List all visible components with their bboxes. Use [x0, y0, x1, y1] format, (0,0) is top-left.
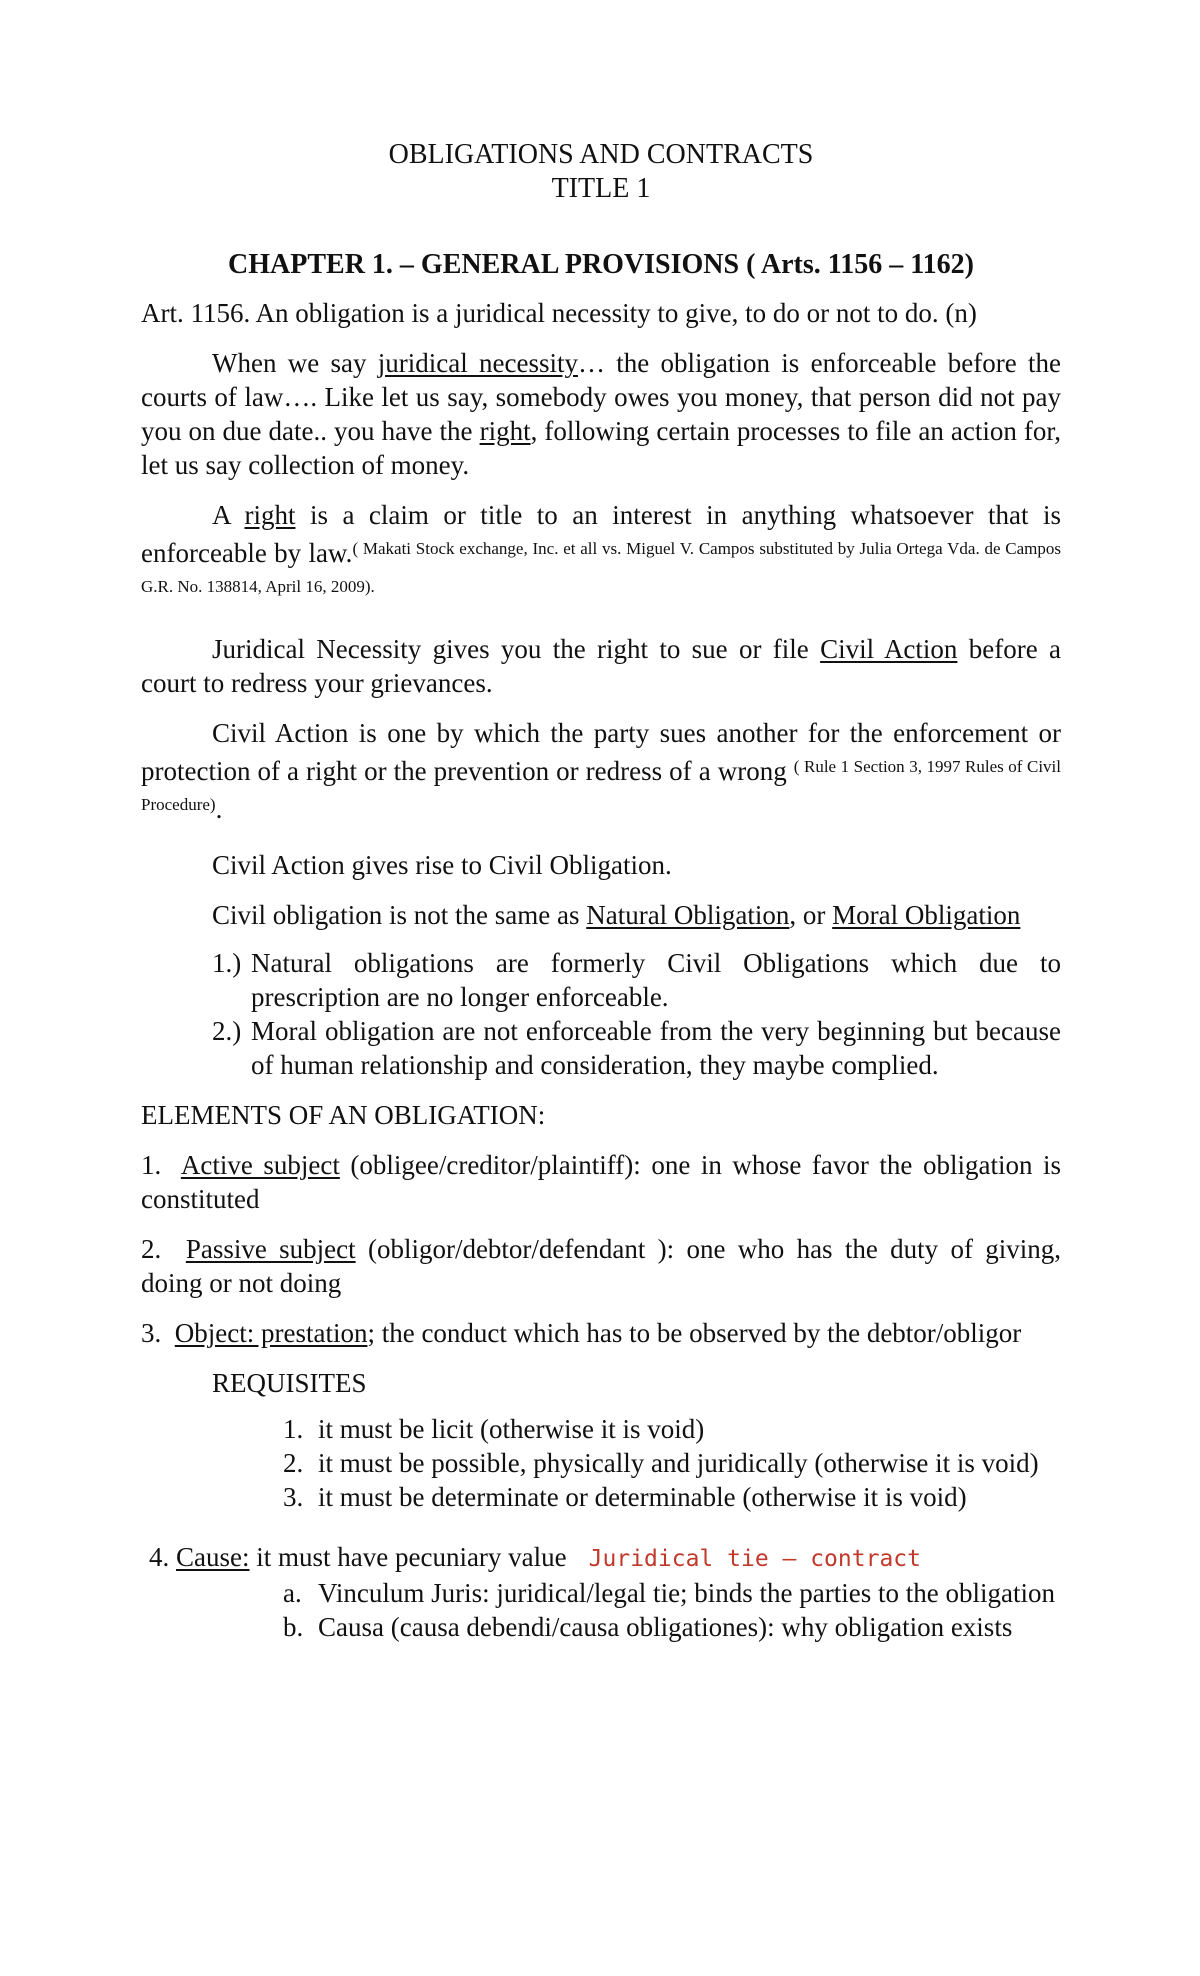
list-item: [141, 1014, 1061, 1082]
element-passive-subject: [141, 1232, 1061, 1300]
text-span: A: [212, 500, 245, 530]
citation-makati: ( Makati Stock exchange, Inc. et all vs. Miguel V. Campos substituted by Julia Ortega Vda. de Campos G.R. No. 138814, April 16, 2009).: [141, 539, 1061, 596]
elements-heading: ELEMENTS OF AN OBLIGATION:: [141, 1100, 546, 1130]
list-text: (obligor/debtor/defendant ): one who has the duty of giving, doing or not doing: [141, 1234, 1062, 1298]
list-text: Causa (causa debendi/causa obligationes): why obligation exists: [318, 1612, 1013, 1642]
list-text: it must be determinate or determinable (otherwise it is void): [318, 1482, 967, 1512]
paragraph-right-definition: [141, 498, 1061, 608]
text-span: Civil obligation is not the same as: [212, 900, 587, 930]
list-number: 3.: [283, 1482, 304, 1512]
paragraph-obligation-comparison: [141, 898, 1061, 932]
list-number: 2.: [283, 1448, 304, 1478]
paragraph-juridical-necessity: [141, 346, 1061, 482]
text-span: Civil Action is one by which the party sues another for the enforcement or protection of a right or the prevention or redress of a wrong: [141, 718, 1061, 786]
list-text: Moral obligation are not enforceable from the very beginning but because of human relationship and consideration, they maybe complied.: [251, 1016, 1061, 1080]
term-passive-subject: Passive subject: [185, 1234, 356, 1264]
element-active-subject: [141, 1148, 1061, 1216]
chapter-heading: CHAPTER 1. – GENERAL PROVISIONS ( Arts. 1156 – 1162): [228, 249, 974, 280]
document-title: OBLIGATIONS AND CONTRACTS: [388, 139, 814, 170]
list-text: it must be licit (otherwise it is void): [318, 1414, 705, 1444]
term-natural-obligation: Natural Obligation: [586, 900, 790, 930]
element-cause: [141, 1540, 1061, 1576]
term-juridical-necessity: juridical necessity: [377, 348, 578, 378]
document-page: [141, 138, 1061, 1644]
text-span: , or: [789, 900, 833, 930]
term-civil-action: Civil Action: [820, 634, 958, 664]
document-subtitle: TITLE 1: [551, 173, 651, 204]
term-active-subject: Active subject: [180, 1150, 340, 1180]
list-number: 1.: [141, 1150, 162, 1180]
term-right: right: [244, 500, 296, 530]
text-span: Juridical Necessity gives you the right to sue or file: [212, 634, 821, 664]
list-number: a.: [283, 1578, 302, 1608]
text-span: … the obligation is enforceable before the courts of law…. Like let us say, somebody owes you money, that person did not pay you on due date.. you have the: [141, 348, 1061, 446]
list-text: it must be possible, physically and juridically (otherwise it is void): [318, 1448, 1039, 1478]
citation-rules-of-court: ( Rule 1 Section 3, 1997 Rules of Civil Procedure): [141, 757, 1062, 814]
requisites-heading: REQUISITES: [212, 1368, 367, 1398]
list-number: 4.: [149, 1542, 170, 1572]
list-number: 2.): [212, 1016, 242, 1046]
term-object-prestation: Object: prestation: [174, 1318, 368, 1348]
list-item: [141, 1480, 1061, 1514]
term-right: right: [479, 416, 531, 446]
list-number: 1.: [283, 1414, 304, 1444]
term-cause: Cause:: [176, 1542, 250, 1572]
element-object: [141, 1316, 1061, 1350]
list-text: it must have pecuniary value: [249, 1542, 567, 1572]
text-span: .: [215, 794, 223, 824]
list-item: [141, 1446, 1061, 1480]
list-number: 3.: [141, 1318, 162, 1348]
paragraph-civil-action-right: [141, 632, 1061, 700]
paragraph-civil-obligation: Civil Action gives rise to Civil Obligation.: [212, 850, 672, 880]
list-text: (obligee/creditor/plaintiff): one in whose favor the obligation is constituted: [141, 1150, 1061, 1214]
text-span: before a court to redress your grievances.: [141, 634, 1062, 698]
text-span: , following certain processes to file an action for, let us say collection of money.: [141, 416, 1062, 480]
list-item: [141, 1576, 1061, 1610]
list-number: 2.: [141, 1234, 162, 1264]
list-text: ; the conduct which has to be observed by the debtor/obligor: [367, 1318, 1022, 1348]
term-moral-obligation: Moral Obligation: [832, 900, 1021, 930]
annotation-note: Juridical tie – contract: [588, 1546, 921, 1572]
text-span: is a claim or title to an interest in anything whatsoever that is enforceable by law.: [141, 500, 1061, 568]
list-text: Vinculum Juris: juridical/legal tie; binds the parties to the obligation: [318, 1578, 1055, 1608]
obligation-types-list: [141, 946, 1061, 1082]
text-span: When we say: [212, 348, 378, 378]
list-item: [141, 1412, 1061, 1446]
article-1156: Art. 1156. An obligation is a juridical necessity to give, to do or not to do. (n): [141, 298, 977, 328]
list-text: Natural obligations are formerly Civil Obligations which due to prescription are no longer enforceable.: [251, 948, 1061, 1012]
requisites-list: [141, 1412, 1061, 1514]
cause-items-list: [141, 1576, 1061, 1644]
list-number: b.: [283, 1612, 304, 1642]
list-number: 1.): [212, 948, 242, 978]
list-item: [141, 1610, 1061, 1644]
list-item: [141, 946, 1061, 1014]
paragraph-civil-action-definition: [141, 716, 1061, 826]
